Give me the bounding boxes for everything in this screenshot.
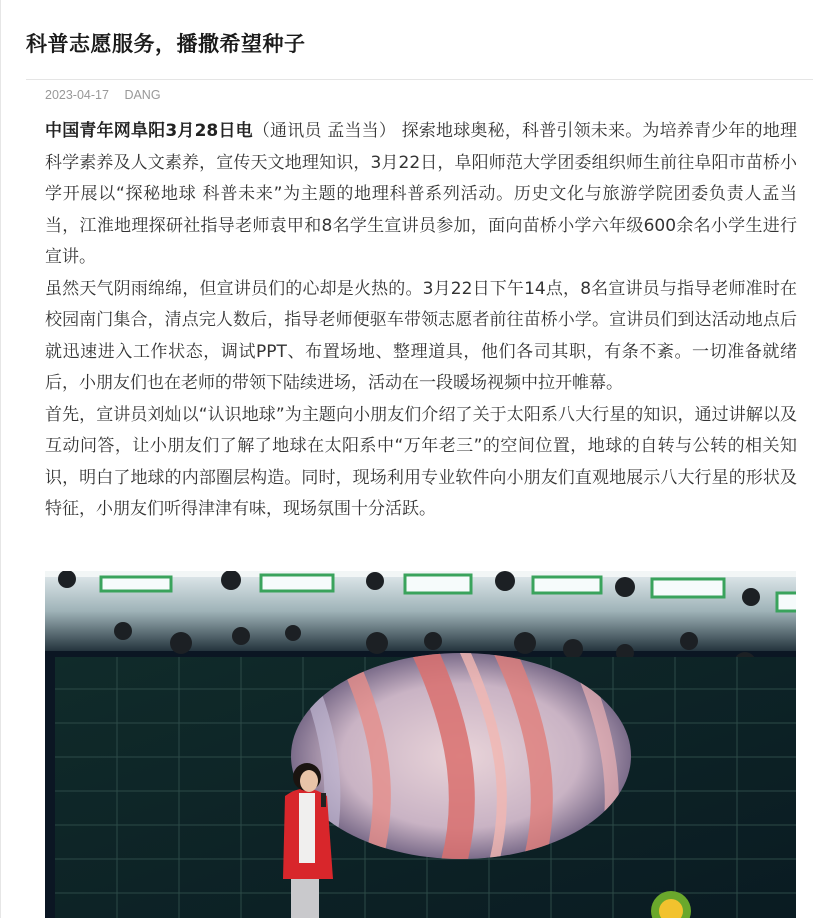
dateline: 中国青年网阜阳3月28日电 xyxy=(45,121,253,141)
article-meta xyxy=(45,88,161,102)
author-name: DANG xyxy=(124,88,161,102)
title-divider xyxy=(26,79,813,80)
paragraph-1 xyxy=(45,116,797,274)
paragraph-2: 虽然天气阴雨绵绵，但宣讲员们的心却是火热的。3月22日下午14点，8名宣讲员与指导老师准时在校园南门集合，清点完人数后，指导老师便驱车带领志愿者前往苗桥小学。宣讲员们到达活动地点后就迅速进入工作状态，调试PPT、布置场地、整理道具，他们各司其职，有条不紊。一切准备就绪后，小朋友们也在老师的带领下陆续进场，活动在一段暖场视频中拉开帷幕。 xyxy=(45,278,797,393)
publish-date: 2023-04-17 xyxy=(45,88,109,102)
paragraph-3: 首先，宣讲员刘灿以“认识地球”为主题向小朋友们介绍了关于太阳系八大行星的知识，通过讲解以及互动问答，让小朋友们了解了地球在太阳系中“万年老三”的空间位置，地球的自转与公转的相关知识，明白了地球的内部圈层构造。同时，现场利用专业软件向小朋友们直观地展示八大行星的形状及特征，小朋友们听得津津有味，现场氛围十分活跃。 xyxy=(45,404,797,519)
left-rail xyxy=(0,0,1,918)
article-photo xyxy=(45,571,796,918)
jupiter-lecture-photo xyxy=(45,571,796,918)
article-body xyxy=(45,116,797,526)
paragraph-1-text: （通讯员 孟当当） 探索地球奥秘，科普引领未来。为培养青少年的地理科学素养及人文素养，宣传天文地理知识，3月22日，阜阳师范大学团委组织师生前往阜阳市苗桥小学开展以“探秘地球 科普未来”为主题的地理科普系列活动。历史文化与旅游学院团委负责人孟当当，江淮地理探研社指导老师袁甲和8名学生宣讲员参加，面向苗桥小学六年级600余名小学生进行宣讲。 xyxy=(45,121,797,267)
page-title: 科普志愿服务，播撒希望种子 xyxy=(26,32,306,56)
article-header xyxy=(26,28,813,58)
